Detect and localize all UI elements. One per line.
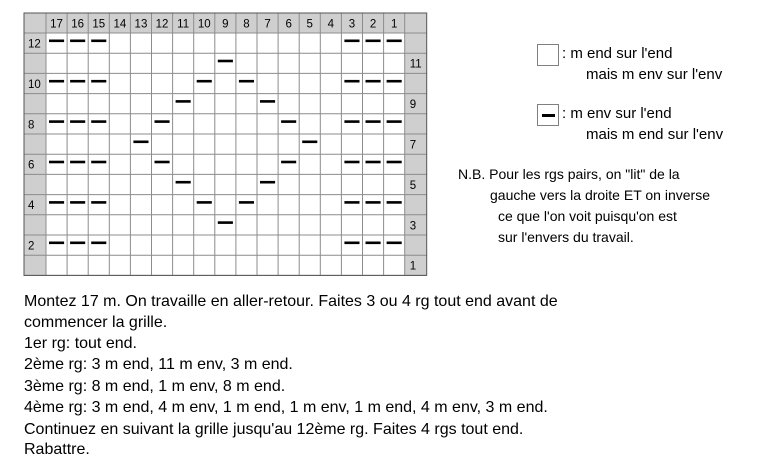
purl-stitch-mark	[366, 40, 381, 43]
purl-stitch-mark	[155, 161, 170, 164]
instruction-line-7: Continuez en suivant la grille jusqu'au 12ème rg. Faites 4 rgs tout end.	[24, 421, 524, 438]
purl-stitch-mark	[91, 161, 106, 164]
purl-stitch-mark	[155, 120, 170, 123]
purl-stitch-mark	[91, 80, 106, 83]
column-number-label: 13	[134, 18, 148, 31]
purl-stitch-mark	[49, 201, 64, 204]
column-number-label: 3	[348, 18, 356, 31]
nb-line1: N.B. Pour les rgs pairs, on "lit" de la	[458, 166, 680, 182]
purl-stitch-mark	[91, 201, 106, 204]
purl-stitch-mark	[239, 201, 254, 204]
instruction-line-4: 2ème rg: 3 m end, 11 m env, 3 m end.	[24, 356, 293, 373]
purl-stitch-mark	[344, 80, 359, 83]
purl-stitch-mark	[49, 40, 64, 43]
right-row-number-label: 1	[409, 260, 417, 273]
column-number-label: 14	[113, 18, 127, 31]
purl-stitch-mark	[91, 40, 106, 43]
column-number-label: 16	[71, 18, 85, 31]
purl-stitch-mark	[49, 161, 64, 164]
column-number-label: 1	[390, 18, 398, 31]
instruction-line-8: Rabattre.	[24, 441, 90, 458]
purl-stitch-mark	[387, 40, 402, 43]
left-row-number-label: 8	[28, 119, 35, 132]
purl-stitch-mark	[387, 120, 402, 123]
purl-stitch-mark	[366, 201, 381, 204]
column-number-label: 9	[222, 18, 229, 31]
purl-stitch-mark	[91, 242, 106, 245]
purl-stitch-mark	[387, 80, 402, 83]
purl-stitch-mark	[260, 181, 275, 184]
instruction-line-5: 3ème rg: 8 m end, 1 m env, 8 m end.	[24, 378, 286, 395]
purl-stitch-mark	[344, 40, 359, 43]
purl-stitch-mark	[387, 161, 402, 164]
left-row-number-label: 2	[28, 240, 35, 253]
instruction-line-1: Montez 17 m. On travaille en aller-retour. Faites 3 ou 4 rg tout end avant de	[24, 293, 558, 310]
purl-stitch-mark	[302, 141, 317, 144]
purl-stitch-mark	[197, 201, 212, 204]
legend-knit-line2: mais m env sur l'env	[586, 66, 723, 83]
purl-stitch-mark	[49, 80, 64, 83]
purl-stitch-mark	[176, 100, 191, 103]
legend-knit-swatch	[537, 44, 559, 66]
purl-stitch-mark	[239, 80, 254, 83]
column-number-label: 4	[327, 18, 335, 31]
purl-stitch-mark	[70, 40, 85, 43]
purl-stitch-mark	[70, 242, 85, 245]
right-row-number-label: 11	[409, 58, 422, 71]
nb-line3: ce que l'on voit puisqu'on est	[498, 208, 677, 224]
column-number-label: 10	[197, 18, 211, 31]
right-row-number-label: 7	[409, 139, 417, 152]
column-number-label: 15	[92, 18, 106, 31]
purl-stitch-mark	[70, 120, 85, 123]
purl-stitch-mark	[197, 80, 212, 83]
left-row-number-label: 12	[28, 38, 41, 51]
purl-stitch-mark	[91, 120, 106, 123]
knitting-chart	[0, 0, 460, 290]
column-number-label: 6	[285, 18, 292, 31]
left-row-number-label: 6	[28, 159, 35, 172]
purl-stitch-mark	[218, 60, 233, 63]
purl-stitch-mark	[70, 201, 85, 204]
purl-stitch-mark	[366, 80, 381, 83]
purl-stitch-mark	[344, 120, 359, 123]
legend-purl-swatch	[537, 104, 559, 126]
column-number-label: 8	[243, 18, 250, 31]
legend-purl-dash	[542, 114, 555, 117]
column-number-label: 2	[369, 18, 377, 31]
column-number-label: 12	[155, 18, 169, 31]
legend-knit-line1: : m end sur l'end	[562, 45, 673, 62]
purl-stitch-mark	[70, 161, 85, 164]
instruction-line-2: commencer la grille.	[24, 314, 168, 331]
column-number-label: 7	[264, 18, 271, 31]
column-number-label: 17	[50, 18, 63, 31]
instruction-line-3: 1er rg: tout end.	[24, 335, 137, 352]
purl-stitch-mark	[133, 141, 148, 144]
purl-stitch-mark	[281, 120, 296, 123]
purl-stitch-mark	[49, 120, 64, 123]
purl-stitch-mark	[218, 221, 233, 224]
purl-stitch-mark	[366, 242, 381, 245]
left-row-number-label: 4	[28, 200, 35, 213]
right-row-number-label: 3	[409, 220, 417, 233]
purl-stitch-mark	[387, 201, 402, 204]
purl-stitch-mark	[49, 242, 64, 245]
right-row-number-label: 9	[409, 99, 417, 112]
column-number-label: 11	[177, 18, 190, 31]
nb-line2: gauche vers la droite ET on inverse	[490, 187, 710, 203]
legend-purl-line2: mais m end sur l'env	[586, 126, 724, 143]
purl-stitch-mark	[366, 161, 381, 164]
purl-stitch-mark	[281, 161, 296, 164]
purl-stitch-mark	[176, 181, 191, 184]
purl-stitch-mark	[387, 242, 402, 245]
purl-stitch-mark	[344, 161, 359, 164]
legend-purl-line1: : m env sur l'end	[562, 105, 672, 122]
purl-stitch-mark	[70, 80, 85, 83]
purl-stitch-mark	[344, 242, 359, 245]
nb-line4: sur l'envers du travail.	[498, 229, 634, 245]
right-row-number-label: 5	[409, 179, 417, 192]
purl-stitch-mark	[366, 120, 381, 123]
instruction-line-6: 4ème rg: 3 m end, 4 m env, 1 m end, 1 m env, 1 m end, 4 m env, 3 m end.	[24, 399, 548, 416]
left-row-number-label: 10	[28, 78, 41, 91]
purl-stitch-mark	[344, 201, 359, 204]
column-number-label: 5	[306, 18, 313, 31]
purl-stitch-mark	[260, 100, 275, 103]
